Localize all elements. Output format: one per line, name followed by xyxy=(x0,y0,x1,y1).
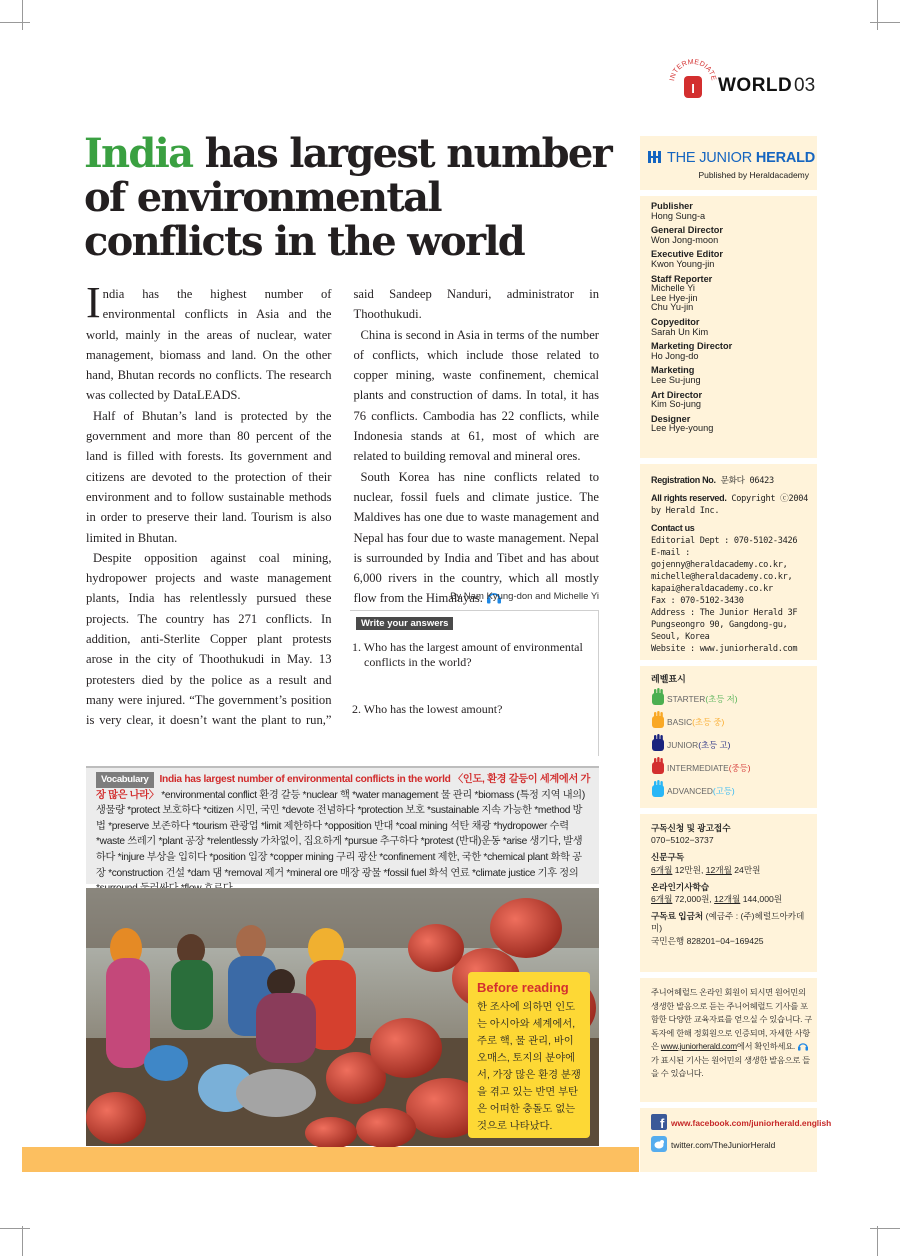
subscription-title: 구독신청 및 광고접수 xyxy=(651,823,731,833)
twitter-icon xyxy=(651,1136,667,1152)
level-name: ADVANCED xyxy=(667,786,713,796)
masthead-sidebar: THE JUNIOR HERALD Published by Heraldacademy Publisher Hong Sung-a General Director Won Jong-moon Executive Editor Kwon Young-jin Staff Reporter Michelle Yi Lee Hye-jin Chu Yu-jin Copyeditor Sarah Un Kim Marketing Director Ho Jong-do Marketing Lee Su-jung Art Director Kim So-jung Designer Lee Hye-young Registration No. 문화다 06423 All rights reserved. Copyright ⓒ2004 by Herald Inc. Contact us Editorial Dept : 070-5102-3426 E-mail : gojenny@heraldacademy.co.kr, michelle@heraldacademy.co.kr, kapai@heraldacademy.co.kr Fax : 070-5102-3430 Address : The Junior Herald 3F Pungseongro 90, Gangdong-gu, Seoul, Korea Website : www.juniorherald.com 레벨표시 STARTER(초등 저) BASIC(초등 중) JUNIOR(초등 고) INTERMEDIATE(중등) ADVANCED(고등) 구독신청 및 광고접수 070−5102−3737 신문구독 6개월 12만원, 12개월 24만원 온라인기사학습 6개월 72,000원, 12개월 144,000원 구독료 입금처 (예금주 : (주)헤럴드아카데미) 국민은행 828201−04−169425 주니어헤럴드 온라인 회원이 되시면 원어민의 생생한 발음으로 듣는 주니어헤럴드 기사를 포함한 다양한 교육자료를 얻으실 수 있습니다. 구독자에 한해 정회원으로 인증되며, 자세한 사항은 www.juniorherald.com에서 확인하세요. 가 표시된 기사는 원어민의 생생한 발음으로 들을 수 있습니다. f www.facebook.com/juniorherald.english twitter.com/TheJuniorHerald xyxy=(640,136,817,1172)
crop-mark xyxy=(877,0,878,30)
svg-text:I: I xyxy=(691,81,695,96)
crop-mark xyxy=(877,1226,878,1256)
crop-mark xyxy=(0,22,30,23)
publisher-tagline: Published by Heraldacademy xyxy=(698,170,809,180)
level-grade: (초등 저) xyxy=(705,694,738,704)
answers-box xyxy=(350,610,599,756)
staff-name: Lee Hye-jin xyxy=(651,292,698,303)
newspaper-title: 신문구독 xyxy=(651,852,685,863)
contact-line: Fax : 070-5102-3430 xyxy=(651,596,744,606)
staff-name: Lee Su-jung xyxy=(651,374,701,385)
headline-highlight: India xyxy=(84,130,193,177)
online-title: 온라인기사학습 xyxy=(651,881,710,892)
staff-role: Executive Editor xyxy=(651,249,723,260)
contact-label: Contact us xyxy=(651,523,695,533)
section-name: WORLD xyxy=(718,75,793,96)
staff-name: Chu Yu-jin xyxy=(651,302,694,313)
level-hand-icon xyxy=(651,757,665,775)
vocabulary-tag: Vocabulary xyxy=(96,772,154,788)
byline: By Nam Kyung-don and Michelle Yi xyxy=(450,591,599,602)
question-2: 2. Who has the lowest amount? xyxy=(352,702,503,716)
intermediate-level-icon xyxy=(668,55,718,105)
level-grade: (초등 중) xyxy=(692,717,725,727)
staff-name: Kwon Young-jin xyxy=(651,258,715,269)
crop-mark xyxy=(870,1228,900,1229)
registration: Registration No. 문화다 06423 xyxy=(651,475,774,486)
staff-role: Publisher xyxy=(651,201,693,211)
staff-name: Sarah Un Kim xyxy=(651,326,709,337)
rights: All rights reserved. Copyright ⓒ2004 by Herald Inc. xyxy=(651,493,808,516)
before-reading-title: Before reading xyxy=(477,980,569,995)
website-link[interactable]: www.juniorherald.com xyxy=(660,1042,737,1051)
facebook-icon xyxy=(651,1114,667,1130)
staff-role: Designer xyxy=(651,413,691,424)
vocabulary-box xyxy=(86,766,599,884)
staff-name: Lee Hye-young xyxy=(651,423,714,434)
section-header xyxy=(668,55,828,105)
divider xyxy=(640,458,817,464)
staff-name: Kim So-jung xyxy=(651,399,702,410)
staff-name: Ho Jong-do xyxy=(651,350,699,361)
headline xyxy=(84,132,619,264)
crop-mark xyxy=(22,0,23,30)
article-paragraph: Half of Bhutan’s land is protected by the government and more than 80 percent of the land is filled with forests. Its government and citizens are devoted to the protection of their environment and to follow sustainable methods in order to preserve their land. Tourism is also limited in Bhutan. xyxy=(86,408,332,545)
crop-mark xyxy=(0,1228,30,1229)
headphones-icon xyxy=(797,1041,809,1051)
staff-name: Michelle Yi xyxy=(651,283,695,294)
account-line: 구독료 입금처 (예금주 : (주)헤럴드아카데미) xyxy=(651,911,805,934)
contact-line: Editorial Dept : 070-5102-3426 xyxy=(651,536,798,546)
article-paragraph: South Korea has nine conflicts related to nuclear, fossil fuels and climate justice. The Maldives has one due to waste management and Nepal has four due to waste management. Nepal is surrounded by India and Tibet and has about 6,000 rivers in the country, which all mostly flow from the Himalayas. xyxy=(353,469,599,606)
level-name: BASIC xyxy=(667,717,693,727)
staff-role: Staff Reporter xyxy=(651,273,713,284)
staff-role: Copyeditor xyxy=(651,316,700,327)
staff-name: Hong Sung-a xyxy=(651,210,706,221)
subscription-phone: 070−5102−3737 xyxy=(651,835,714,846)
divider xyxy=(640,972,817,978)
staff-role: Art Director xyxy=(651,389,703,400)
before-reading-box xyxy=(468,972,590,1138)
crop-mark xyxy=(870,22,900,23)
article-paragraph: Despite opposition against coal mining, hydropower projects and waste management plants, India has relentlessly pursued these projects. The country has 271 conflicts. In addition, anti-Sterlite Copper plant protests arose in the city of Thoothukudi in May. 13 protesters died by the police as a result and many were injured. “The government’s position is very clear, it doesn’t want the plant to run,” said Sandeep Nanduri, administrator in Thoothukudi. xyxy=(86,287,599,728)
divider xyxy=(640,1102,817,1108)
contact-line[interactable]: E-mail : gojenny@heraldacademy.co.kr, michelle@heraldacademy.co.kr, kapai@heraldacademy.co.kr xyxy=(651,548,793,594)
level-name: JUNIOR xyxy=(667,740,699,750)
divider xyxy=(640,190,817,196)
article-paragraph: China is second in Asia in terms of the number of conflicts, which include those related to copper mining, waste confinement, chemical plants and construction of dams. In total, it has 76 conflicts. Cambodia has 22 conflicts, while Indonesia stands at 61, most of which are related to building removal and mineral ores. xyxy=(353,327,599,464)
level-legend xyxy=(651,672,811,796)
contact-info xyxy=(651,474,813,655)
staff-role: Marketing xyxy=(651,365,695,376)
level-hand-icon xyxy=(651,711,665,729)
staff-list xyxy=(651,202,811,434)
answers-tag: Write your answers xyxy=(356,617,453,630)
drop-cap: I xyxy=(86,278,101,327)
vocabulary-list: *environmental conflict 환경 갈등 *nuclear 핵 *water management 물 관리 *biomass (특정 지역 내의) 생물량 *protect 보호하다 *citizen 시민, 국민 *devote 전념하다 *protection 보호 *sustainable 지속 가능한 *method 방법 *preserve 보존하다 *tourism 관광업 *limit 제한하다 *opposition 반대 *coal mining 석탄 채광 *hydropower 수력 *waste 쓰레기 *plant 공장 *relentlessly 가차없이, 집요하게 *pursue 추구하다 *protest (반대)운동 *arise 생기다, 발생하다 *injure 부상을 입히다 *position 입장 *copper mining 구리 광산 *confinement 제한, 국한 *chemical plant 화학 공장 *construction 건설 *dam 댐 *removal 제거 *mineral ore 매장 광물 *fossil fuel 화석 연료 *climate justice 기후 정의 xyxy=(96,789,585,879)
newspaper-prices: 6개월 12만원, 12개월 24만원 xyxy=(651,864,761,875)
logo-icon xyxy=(648,151,664,163)
level-grade: (고등) xyxy=(712,786,735,796)
level-legend-title: 레벨표시 xyxy=(651,674,686,684)
divider xyxy=(640,660,817,666)
subscription-info xyxy=(651,822,813,947)
online-member-promo: 주니어헤럴드 온라인 회원이 되시면 원어민의 생생한 발음으로 듣는 주니어헤럴드 기사를 포함한 다양한 교육자료를 얻으실 수 있습니다. 구독자에 한해 정회원으로 인증되며, 자세한 사항은 www.juniorherald.com에서 확인하세요. 가 표시된 기사는 원어민의 생생한 발음으로 들을 수 있습니다. xyxy=(651,988,812,1078)
contact-line: Address : The Junior Herald 3F Pungseongro 90, Gangdong-gu, Seoul, Korea xyxy=(651,608,798,642)
question-1: 1. Who has the largest amount of environmental conflicts in the world? xyxy=(352,640,583,669)
staff-name: Won Jong-moon xyxy=(651,234,719,245)
before-reading-text: 한 조사에 의하면 인도는 아시아와 세계에서, 주로 핵, 물 관리, 바이오매스, 토지의 분야에서, 가장 많은 환경 분쟁을 겪고 있는 반면 부탄은 어떠한 충돌도 없는 것으로 나타났다. xyxy=(477,1002,581,1132)
contact-line[interactable]: Website : www.juniorherald.com xyxy=(651,644,798,654)
page-number: 03 xyxy=(794,75,816,96)
divider xyxy=(640,808,817,814)
staff-role: General Director xyxy=(651,225,723,236)
level-hand-icon xyxy=(651,780,665,798)
bottom-bar xyxy=(22,1147,639,1172)
staff-role: Marketing Director xyxy=(651,341,733,352)
svg-text:f: f xyxy=(660,1116,665,1131)
article-paragraph: India has the highest number of environmental conflicts in Asia and the world, mainly in the areas of nuclear, water management, biomass and land. On the other hand, Bhutan records no conflicts. The research was collected by DataLEADS. xyxy=(86,278,332,403)
online-prices: 6개월 72,000원, 12개월 144,000원 xyxy=(651,894,783,905)
level-grade: (중등) xyxy=(728,763,751,773)
level-name: INTERMEDIATE xyxy=(667,763,729,773)
level-name: STARTER xyxy=(667,694,706,704)
headline-rest: has largest number of environmental conflicts in the world xyxy=(84,130,611,265)
level-hand-icon xyxy=(651,688,665,706)
crop-mark xyxy=(22,1226,23,1256)
level-hand-icon xyxy=(651,734,665,752)
vocabulary-title: India has largest number of environmental conflicts in the world 〈인도, 환경 갈등이 세계에서 가장 많은 나라〉 xyxy=(96,774,591,801)
account-number: 국민은행 828201−04−169425 xyxy=(651,935,764,946)
level-label: INTERMEDIATE xyxy=(669,58,717,82)
level-grade: (초등 고) xyxy=(698,740,731,750)
junior-herald-logo[interactable]: THE JUNIOR HERALD xyxy=(648,150,815,166)
